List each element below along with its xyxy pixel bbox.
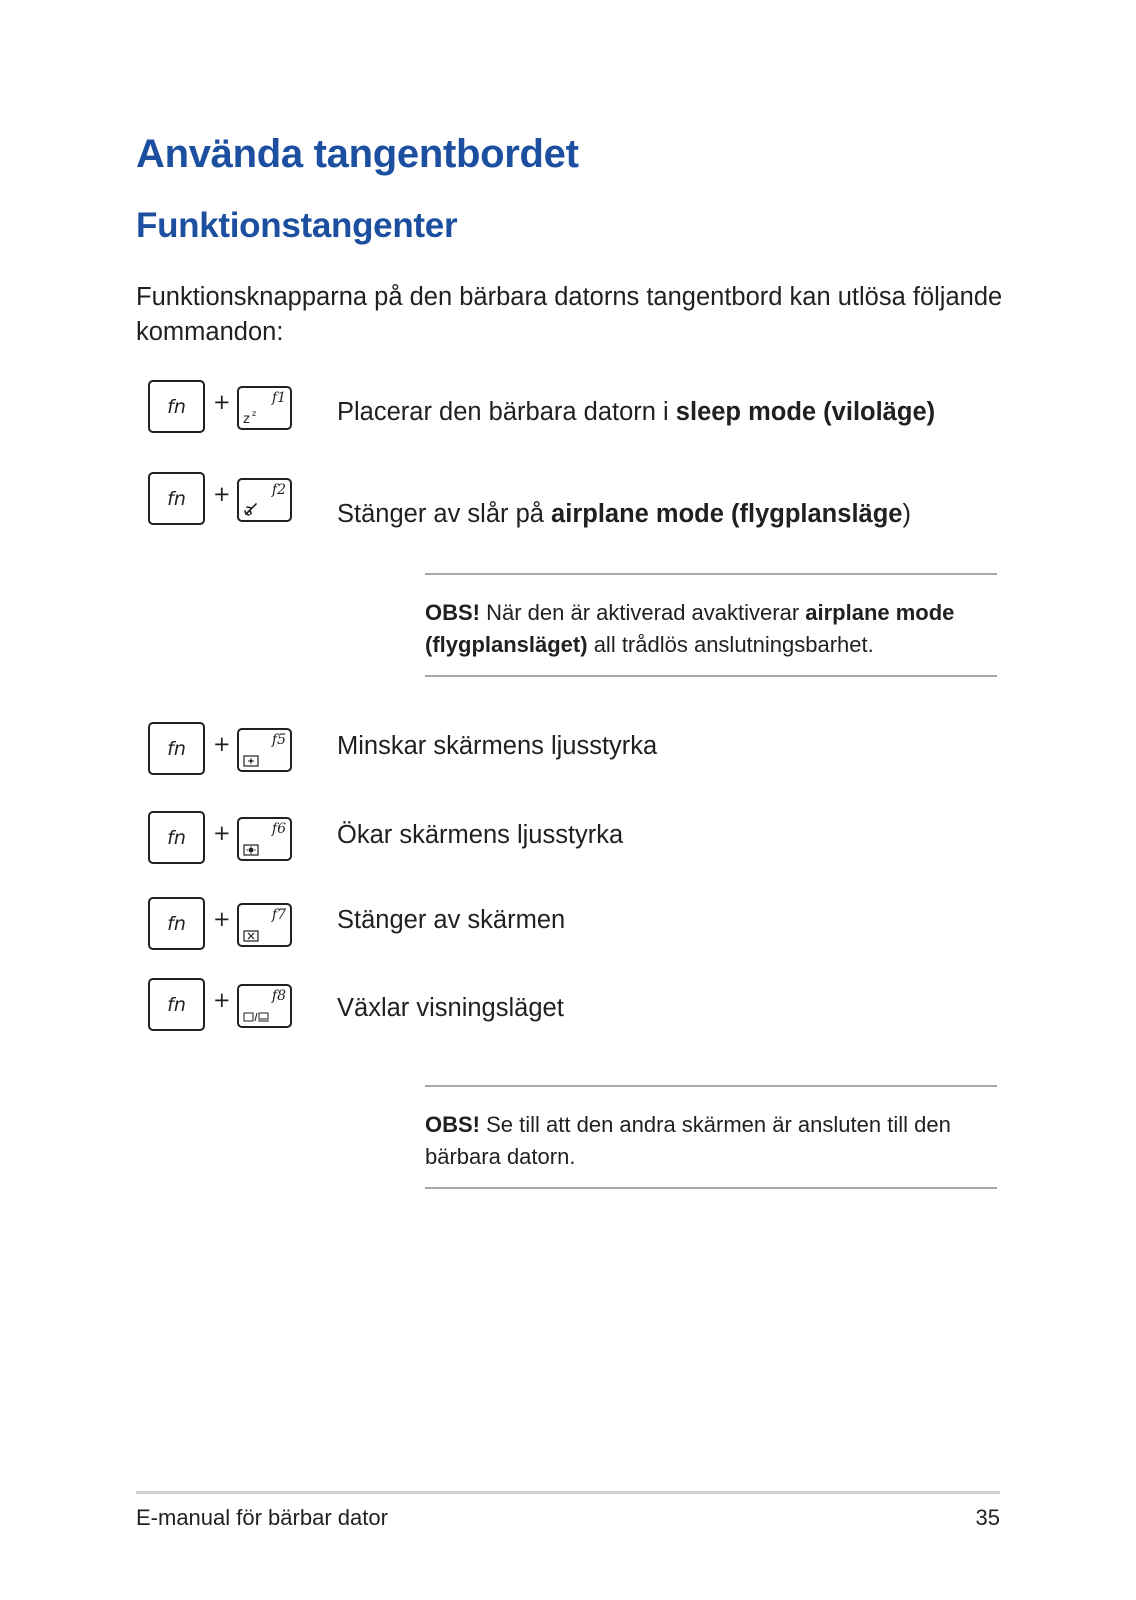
f7-label: f7 <box>271 907 286 923</box>
command-f7: Stänger av skärmen <box>337 906 566 934</box>
command-f5: Minskar skärmens ljusstyrka <box>337 732 658 760</box>
fn-key: fn <box>148 978 205 1031</box>
page-title: Använda tangentbordet <box>136 132 579 176</box>
note-text: OBS! Se till att den andra skärmen är ansluten till den bärbara datorn. <box>425 1112 951 1169</box>
sleep-icon <box>243 409 261 425</box>
f6-key <box>237 817 292 861</box>
f2-key <box>237 478 292 522</box>
fn-key: fn <box>148 472 205 525</box>
note-bottom-rule <box>425 675 997 677</box>
command-f1: Placerar den bärbara datorn i sleep mode (viloläge) <box>337 398 936 426</box>
svg-text:z: z <box>243 412 250 425</box>
f8-key <box>237 984 292 1028</box>
section-title: Funktionstangenter <box>136 206 458 245</box>
command-f8: Växlar visningsläget <box>337 994 564 1022</box>
display-switch-icon <box>243 1011 271 1023</box>
note-airplane <box>425 573 997 677</box>
f1-key <box>237 386 292 430</box>
svg-text:z: z <box>252 409 257 418</box>
note-display <box>425 1085 997 1189</box>
brightness-down-icon <box>243 755 259 767</box>
f5-label: f5 <box>271 732 286 748</box>
f7-key <box>237 903 292 947</box>
plus-sign: + <box>213 821 231 845</box>
fn-key: fn <box>148 897 205 950</box>
f2-label: f2 <box>271 482 286 498</box>
airplane-icon <box>243 501 259 517</box>
fn-key: fn <box>148 722 205 775</box>
plus-sign: + <box>213 732 231 756</box>
footer-title: E-manual för bärbar dator <box>136 1505 388 1530</box>
footer-rule <box>136 1491 1000 1494</box>
f1-label: f1 <box>271 390 286 406</box>
note-bottom-rule <box>425 1187 997 1189</box>
intro-paragraph: Funktionsknapparna på den bärbara datorns tangentbord kan utlösa följande kommandon: <box>136 283 1003 346</box>
plus-sign: + <box>213 482 231 506</box>
plus-sign: + <box>213 907 231 931</box>
note-text: OBS! När den är aktiverad avaktiverar airplane mode (flygplansläget) all trådlös anslutningsbarhet. <box>425 600 955 657</box>
command-f2: Stänger av slår på airplane mode (flygplansläge) <box>337 500 911 528</box>
fn-key: fn <box>148 380 205 433</box>
f8-label: f8 <box>271 988 286 1004</box>
plus-sign: + <box>213 390 231 414</box>
brightness-up-icon <box>243 844 259 856</box>
f6-label: f6 <box>271 821 286 837</box>
page-number: 35 <box>975 1505 1000 1530</box>
command-f6: Ökar skärmens ljusstyrka <box>337 821 624 849</box>
f5-key <box>237 728 292 772</box>
plus-sign: + <box>213 988 231 1012</box>
fn-key: fn <box>148 811 205 864</box>
display-off-icon <box>243 930 259 942</box>
